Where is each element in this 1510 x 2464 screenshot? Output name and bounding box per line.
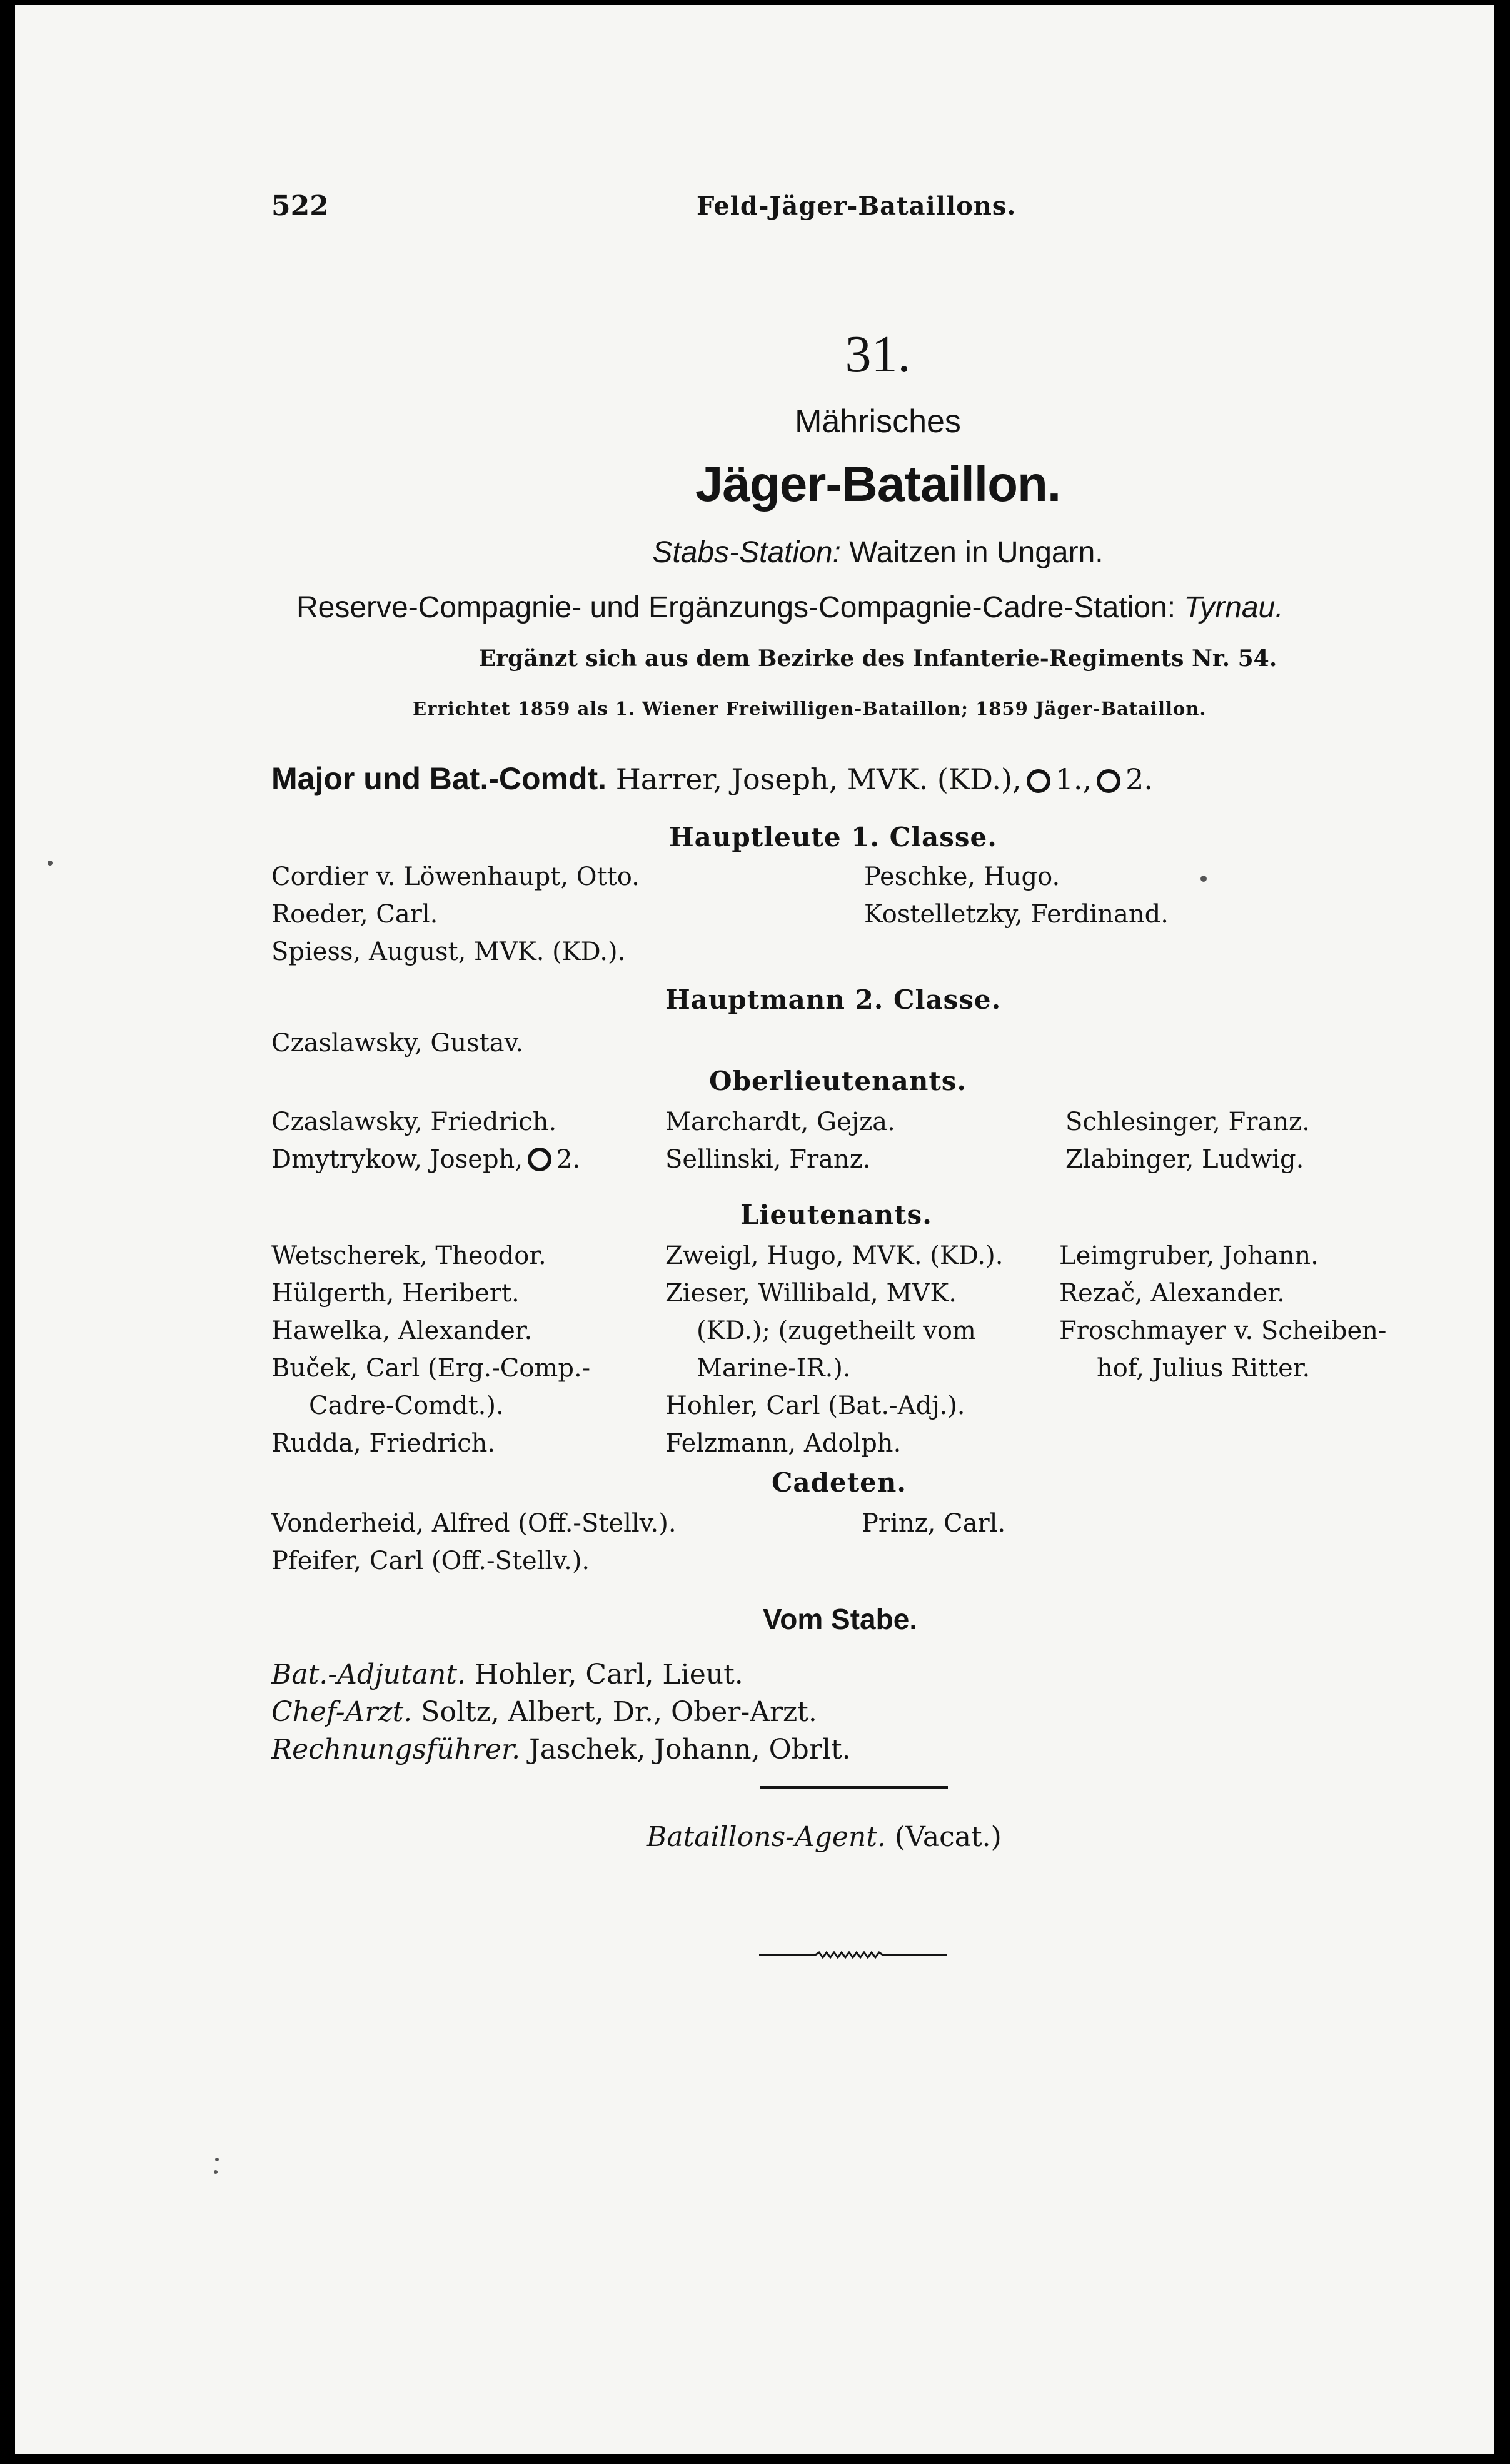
list-item: [271, 1141, 580, 1178]
vom-stabe-heading: Vom Stabe.: [763, 1603, 918, 1635]
list-item: Sellinski, Franz.: [665, 1145, 871, 1174]
running-title: Feld-Jäger-Bataillons.: [697, 191, 1017, 221]
staff-role: Rechnungsführer.: [271, 1734, 521, 1765]
list-item: Rudda, Friedrich.: [271, 1429, 496, 1458]
staff-row: [271, 1694, 817, 1731]
staff-name: Jaschek, Johann, Obrlt.: [529, 1734, 851, 1765]
list-item: Zlabinger, Ludwig.: [1065, 1145, 1304, 1174]
list-item: Hohler, Carl (Bat.-Adj.).: [665, 1391, 965, 1420]
battalion-number: 31.: [845, 325, 911, 383]
list-item: Buček, Carl (Erg.-Comp.-: [271, 1354, 591, 1383]
major-label: Major und Bat.-Comdt.: [271, 761, 607, 796]
agent-label: Bataillons-Agent.: [647, 1821, 886, 1853]
staff-row: [271, 1656, 743, 1694]
staff-role: Bat.-Adjutant.: [271, 1659, 466, 1690]
list-item: Froschmayer v. Scheiben-: [1059, 1316, 1387, 1345]
list-item: Vonderheid, Alfred (Off.-Stellv.).: [271, 1509, 677, 1538]
list-item: Czaslawsky, Gustav.: [271, 1029, 524, 1058]
staff-row: [271, 1731, 851, 1769]
staff-name: Soltz, Albert, Dr., Ober-Arzt.: [421, 1696, 817, 1728]
list-item: Schlesinger, Franz.: [1065, 1108, 1310, 1136]
stabs-station-label: Stabs-Station:: [652, 536, 841, 569]
cadeten-heading: Cadeten.: [772, 1467, 907, 1498]
list-item: Hülgerth, Heribert.: [271, 1279, 520, 1308]
list-item: Marine-IR.).: [697, 1354, 851, 1383]
end-ornament: [759, 1947, 947, 1962]
major-name: Harrer, Joseph, MVK. (KD.),: [615, 762, 1022, 796]
scan-speck: [215, 2158, 219, 2161]
list-item: Leimgruber, Johann.: [1059, 1241, 1319, 1270]
page-number: 522: [271, 190, 329, 222]
list-item: Peschke, Hugo.: [864, 862, 1060, 891]
list-item: Kostelletzky, Ferdinand.: [864, 900, 1169, 929]
hauptleute1-heading: Hauptleute 1. Classe.: [669, 822, 997, 852]
list-item-decor: 2.: [556, 1145, 581, 1174]
list-item: Hawelka, Alexander.: [271, 1316, 533, 1345]
section-divider: [760, 1786, 948, 1789]
oberlieutenants-heading: Oberlieutenants.: [709, 1066, 967, 1096]
agent-value: (Vacat.): [894, 1821, 1002, 1853]
list-item: Zieser, Willibald, MVK.: [665, 1279, 957, 1308]
stabs-station: [15, 535, 1510, 570]
lieutenants-heading: Lieutenants.: [740, 1199, 932, 1230]
list-item: Pfeifer, Carl (Off.-Stellv.).: [271, 1547, 590, 1575]
scan-speck: [214, 2170, 218, 2174]
battalion-name-line1: Mährisches: [795, 403, 961, 440]
list-item: (KD.); (zugetheilt vom: [697, 1316, 976, 1345]
list-item: Cadre-Comdt.).: [309, 1391, 504, 1420]
scan-speck: [48, 861, 53, 866]
reserve-station-text: Reserve-Compagnie- und Ergänzungs-Compagnie-Cadre-Station:: [296, 591, 1176, 624]
reserve-station: [296, 590, 1284, 625]
list-item: Rezač, Alexander.: [1059, 1279, 1285, 1308]
list-item: Spiess, August, MVK. (KD.).: [271, 937, 626, 966]
list-item: hof, Julius Ritter.: [1097, 1354, 1311, 1383]
scan-speck: [1200, 876, 1207, 882]
staff-name: Hohler, Carl, Lieut.: [474, 1659, 743, 1690]
list-item: Czaslawsky, Friedrich.: [271, 1108, 557, 1136]
list-item: Zweigl, Hugo, MVK. (KD.).: [665, 1241, 1004, 1270]
staff-role: Chef-Arzt.: [271, 1696, 413, 1728]
order-circle-icon: [1097, 769, 1120, 793]
stabs-station-value: Waitzen in Ungarn.: [849, 536, 1104, 569]
agent-line: [647, 1819, 1002, 1856]
hauptmann2-heading: Hauptmann 2. Classe.: [665, 984, 1002, 1015]
major-decor1: 1.,: [1055, 762, 1092, 796]
battalion-name-line2: Jäger-Bataillon.: [695, 456, 1061, 512]
list-item: Wetscherek, Theodor.: [271, 1241, 546, 1270]
order-circle-icon: [1027, 769, 1050, 793]
list-item: Felzmann, Adolph.: [665, 1429, 902, 1458]
list-item: Cordier v. Löwenhaupt, Otto.: [271, 862, 640, 891]
errichtet-line: Errichtet 1859 als 1. Wiener Freiwilligen-Bataillon; 1859 Jäger-Bataillon.: [413, 698, 1207, 719]
list-item: Roeder, Carl.: [271, 900, 438, 929]
list-item-text: Dmytrykow, Joseph,: [271, 1145, 523, 1174]
order-circle-icon: [528, 1148, 551, 1171]
reserve-station-place: Tyrnau.: [1184, 591, 1284, 624]
list-item: Marchardt, Gejza.: [665, 1108, 895, 1136]
erganzt-line: Ergänzt sich aus dem Bezirke des Infanterie-Regiments Nr. 54.: [478, 645, 1277, 672]
document-page: [15, 5, 1494, 2454]
list-item: Prinz, Carl.: [862, 1509, 1006, 1538]
major-decor2: 2.: [1125, 762, 1153, 796]
major-line: [271, 760, 1153, 797]
